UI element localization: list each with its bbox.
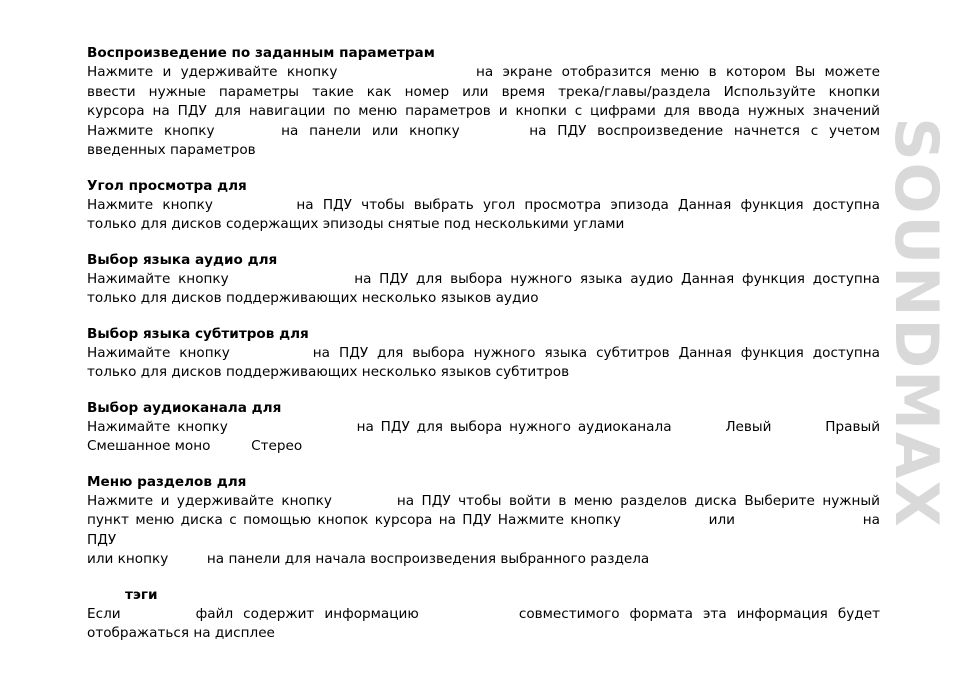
body-text: Стерео [251, 438, 303, 454]
body-line [87, 363, 880, 383]
body-text: на панели или кнопку [281, 122, 460, 139]
body-line [87, 122, 880, 142]
body-line [87, 605, 880, 625]
body-line [87, 141, 880, 161]
section [87, 472, 880, 570]
body-text: Нажмите кнопку [87, 122, 215, 139]
section-title: Воспроизведение по заданным параметрам [87, 45, 435, 61]
brand-logo [881, 43, 951, 603]
body-line [87, 102, 880, 122]
body-line [87, 492, 880, 512]
body-text: курсора на ПДУ для навигации по меню параметров и кнопки с цифрами для ввода нужных значений [87, 103, 880, 119]
body-text: только для дисков поддерживающих несколько языков субтитров [87, 364, 570, 380]
body-line [87, 196, 880, 216]
body-text: Нажмите и удерживайте кнопку [87, 492, 332, 509]
section-title: Угол просмотра для [87, 177, 247, 194]
body-text: или [708, 512, 736, 528]
section-body [87, 63, 880, 161]
body-text: на экране отобразится меню в котором Вы можете [475, 64, 880, 80]
body-line [87, 289, 880, 309]
body-text: Нажмите кнопку [87, 196, 213, 213]
body-text: Правый [825, 418, 881, 435]
body-text: на ПДУ для выбора нужного языка аудио Данная функция доступна [354, 270, 880, 287]
section [87, 176, 880, 235]
body-line [87, 550, 880, 570]
body-text: на ПДУ чтобы выбрать угол просмотра эпизода Данная функция доступна [296, 196, 880, 213]
section-title: Выбор аудиоканала для [87, 399, 282, 416]
body-line [87, 511, 880, 550]
body-text: Если [87, 605, 121, 622]
body-text: на ПДУ воспроизведение начнется с учетом [529, 122, 880, 139]
body-line [87, 215, 880, 235]
section [87, 324, 880, 383]
section-body [87, 605, 880, 644]
body-text: на ПДУ чтобы войти в меню разделов диска Выберите нужный [396, 492, 880, 509]
body-line [87, 344, 880, 364]
section [87, 43, 880, 161]
body-text: отображаться на дисплее [87, 625, 275, 641]
section-title: Выбор языка субтитров для [87, 325, 309, 342]
body-line [87, 83, 880, 103]
body-text: на ПДУ для выбора нужного языка субтитров Данная функция доступна [312, 344, 881, 361]
body-text: на панели для начала воспроизведения выбранного раздела [206, 551, 650, 567]
body-text: только для дисков содержащих эпизоды снятые под несколькими углами [87, 216, 625, 232]
body-line [87, 270, 880, 290]
body-text: пункт меню диска с помощью кнопок курсора на ПДУ Нажмите кнопку [87, 512, 621, 528]
body-text: на ПДУ [87, 512, 880, 548]
body-text: или кнопку [87, 551, 169, 567]
body-text: Нажимайте кнопку [87, 418, 228, 435]
body-text: Нажимайте кнопку [87, 344, 230, 361]
section [87, 585, 880, 644]
section-body [87, 270, 880, 309]
section-body [87, 196, 880, 235]
section-body [87, 344, 880, 383]
brand-logo-text: SOUNDMAX [881, 117, 951, 529]
content-column [87, 43, 880, 659]
body-text: Левый [725, 418, 772, 435]
section-body [87, 492, 880, 570]
body-line [87, 624, 880, 644]
section-title: тэги [125, 586, 158, 603]
section-body [87, 418, 880, 457]
section-title: Меню разделов для [87, 473, 247, 490]
body-text: Нажимайте кнопку [87, 270, 229, 287]
body-text: файл содержит информацию [195, 605, 419, 622]
body-text: на ПДУ для выбора нужного аудиоканала [356, 418, 672, 435]
body-line [87, 437, 880, 457]
body-text: Нажмите и удерживайте кнопку [87, 64, 338, 80]
body-text: совместимого формата эта информация будет [518, 605, 880, 622]
section [87, 250, 880, 309]
body-text: ввести нужные параметры такие как номер или время трека/главы/раздела Используйте кнопки [87, 83, 880, 100]
section [87, 398, 880, 457]
section-title: Выбор языка аудио для [87, 251, 278, 268]
body-line [87, 63, 880, 83]
body-line [87, 418, 880, 438]
body-text: только для дисков поддерживающих несколько языков аудио [87, 290, 539, 306]
body-text: Смешанное моно [87, 438, 211, 454]
body-text: введенных параметров [87, 142, 256, 158]
